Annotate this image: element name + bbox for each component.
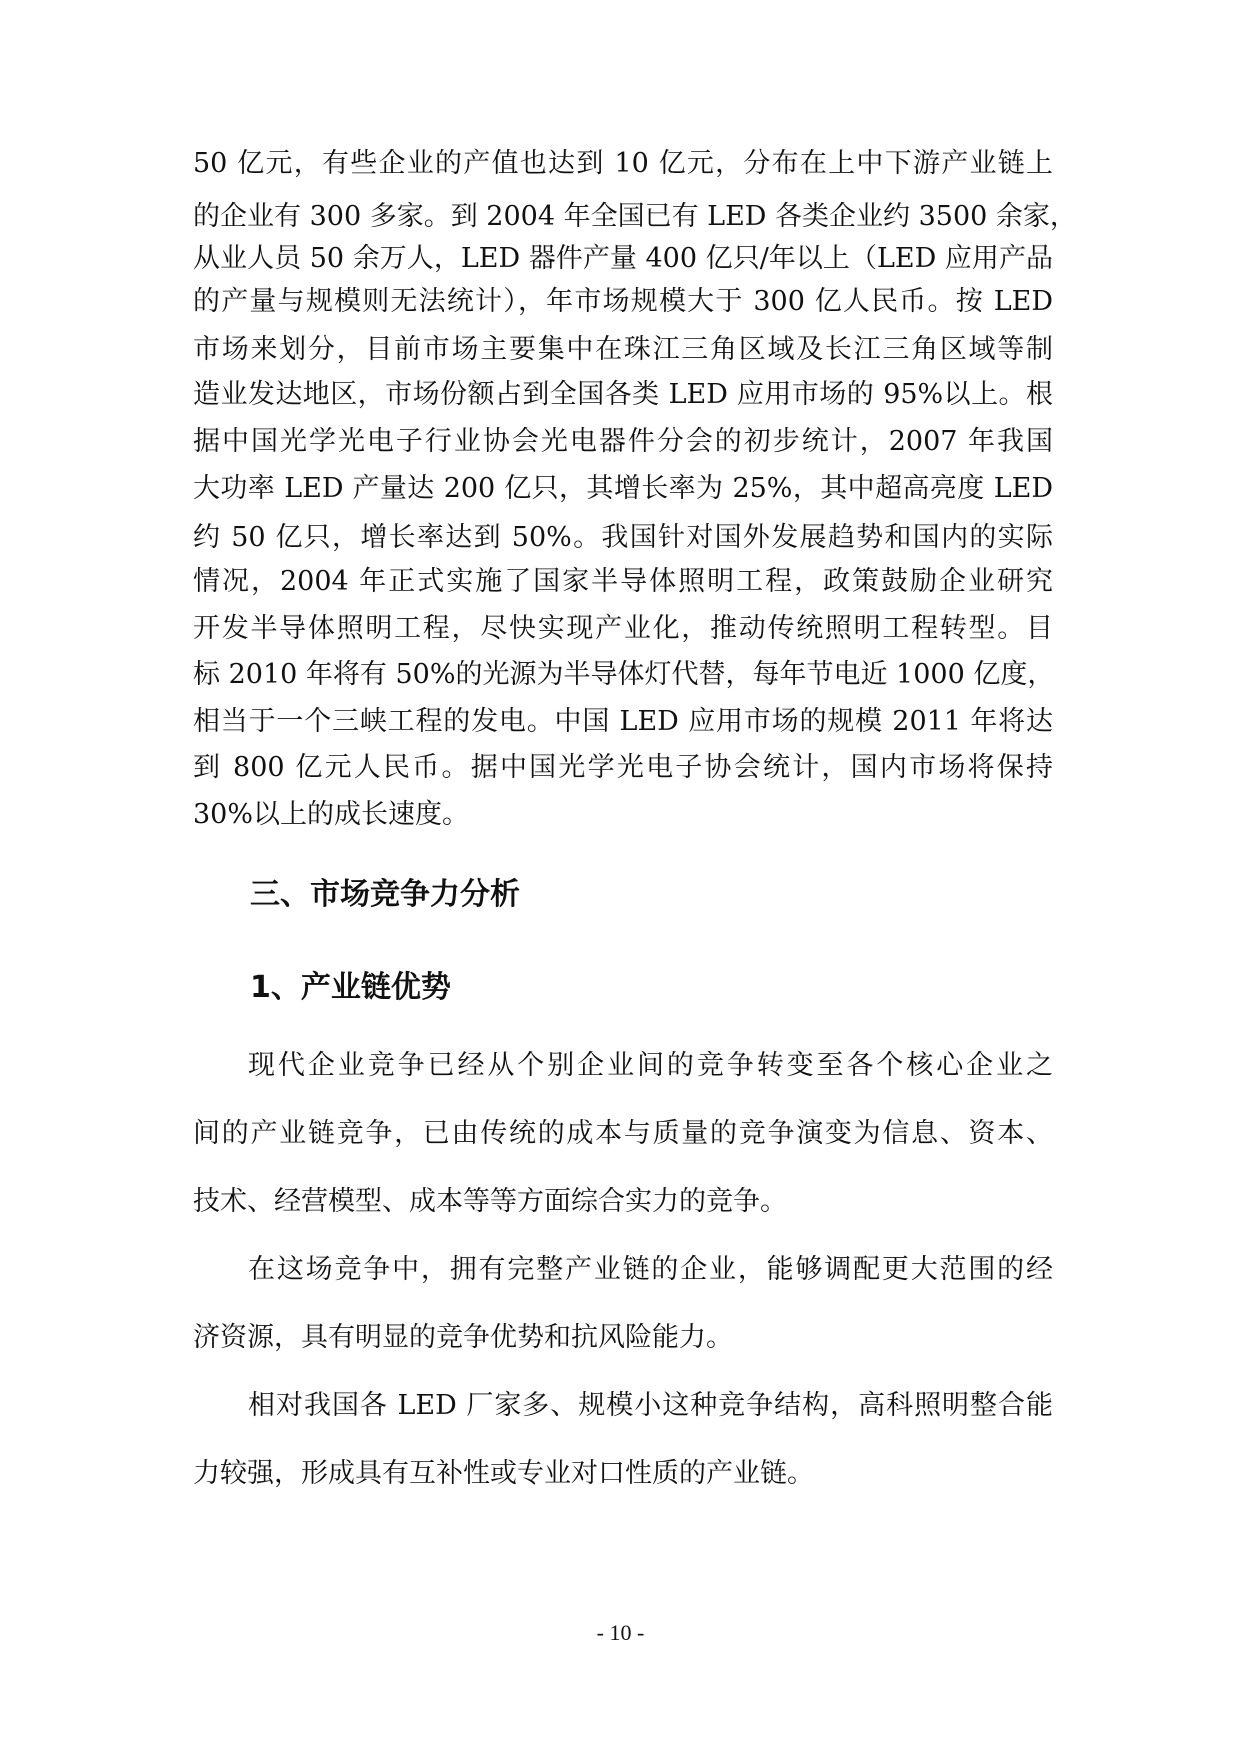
subsection-heading: 1、产业链优势 bbox=[250, 970, 451, 1005]
text-line: 50 亿元，有些企业的产值也达到 10 亿元，分布在上中下游产业链上 bbox=[193, 148, 1053, 179]
text-line: 标 2010 年将有 50%的光源为半导体灯代替，每年节电近 1000 亿度， bbox=[193, 659, 1055, 690]
text-line: 到 800 亿元人民币。据中国光学光电子协会统计，国内市场将保持 bbox=[193, 752, 1053, 783]
text-line: 的企业有 300 多家。到 2004 年全国已有 LED 各类企业约 3500 余家， bbox=[193, 201, 1077, 232]
text-line: 相当于一个三峡工程的发电。中国 LED 应用市场的规模 2011 年将达 bbox=[193, 706, 1053, 737]
text-line: 的产量与规模则无法统计），年市场规模大于 300 亿人民币。按 LED bbox=[193, 286, 1053, 317]
text-line: 约 50 亿只，增长率达到 50%。我国针对国外发展趋势和国内的实际 bbox=[193, 522, 1053, 553]
section-heading: 三、市场竞争力分析 bbox=[250, 877, 520, 912]
text-line: 现代企业竞争已经从个别企业间的竞争转变至各个核心企业之 bbox=[248, 1050, 1053, 1081]
text-line: 开发半导体照明工程，尽快实现产业化，推动传统照明工程转型。目 bbox=[193, 613, 1053, 644]
text-line: 情况，2004 年正式实施了国家半导体照明工程，政策鼓励企业研究 bbox=[193, 566, 1053, 597]
text-line: 技术、经营模型、成本等等方面综合实力的竞争。 bbox=[193, 1186, 787, 1217]
text-line: 间的产业链竞争，已由传统的成本与质量的竞争演变为信息、资本、 bbox=[193, 1118, 1053, 1149]
text-line: 在这场竞争中，拥有完整产业链的企业，能够调配更大范围的经 bbox=[248, 1254, 1053, 1285]
text-line: 造业发达地区，市场份额占到全国各类 LED 应用市场的 95%以上。根 bbox=[193, 379, 1053, 410]
text-line: 30%以上的成长速度。 bbox=[193, 799, 470, 830]
text-line: 从业人员 50 余万人，LED 器件产量 400 亿只/年以上（LED 应用产品 bbox=[193, 243, 1053, 274]
page-number: - 10 - bbox=[596, 1620, 645, 1645]
text-line: 济资源，具有明显的竞争优势和抗风险能力。 bbox=[193, 1322, 733, 1353]
text-line: 相对我国各 LED 厂家多、规模小这种竞争结构，高科照明整合能 bbox=[248, 1390, 1053, 1421]
text-line: 据中国光学光电子行业协会光电器件分会的初步统计，2007 年我国 bbox=[193, 426, 1053, 457]
text-line: 大功率 LED 产量达 200 亿只，其增长率为 25%，其中超高亮度 LED bbox=[193, 473, 1053, 504]
text-line: 力较强，形成具有互补性或专业对口性质的产业链。 bbox=[193, 1458, 814, 1489]
text-line: 市场来划分，目前市场主要集中在珠江三角区域及长江三角区域等制 bbox=[193, 334, 1053, 365]
